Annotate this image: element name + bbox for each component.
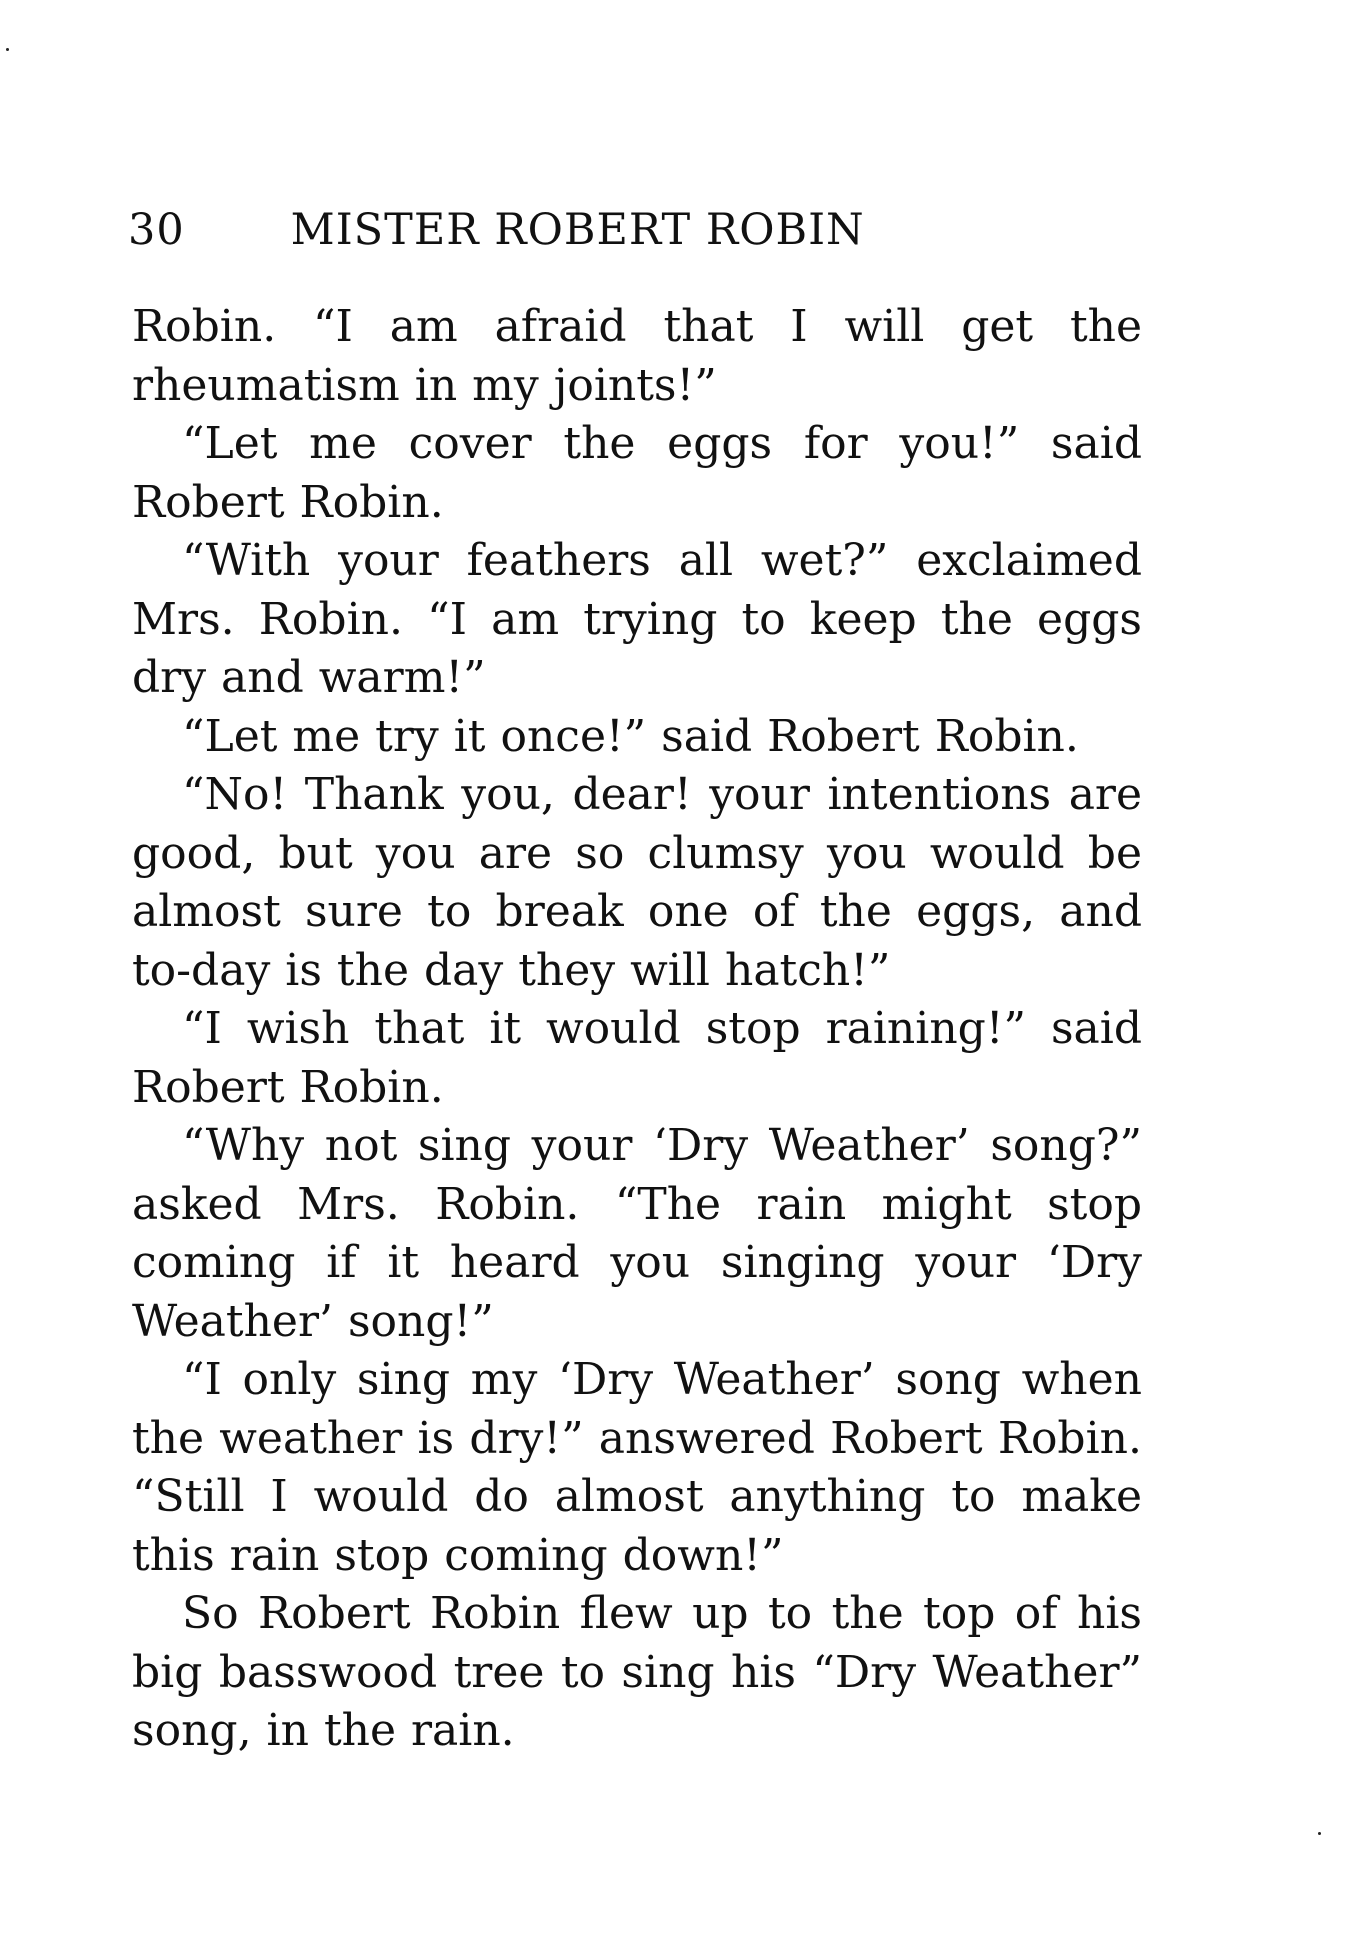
running-title: MISTER ROBERT ROBIN (290, 205, 865, 255)
body-text (132, 298, 1142, 1761)
paragraph-7: “Why not sing your ‘Dry Weather’ song?” asked Mrs. Robin. “The rain might stop coming if it heard you singing your ‘Dry Weather’ song!” (132, 1120, 1142, 1347)
page-number: 30 (128, 205, 185, 255)
paragraph-9: So Robert Robin flew up to the top of his big basswood tree to sing his “Dry Weather” song, in the rain. (132, 1588, 1142, 1756)
scan-speck (1318, 1832, 1321, 1835)
paragraph-2: “Let me cover the eggs for you!” said Robert Robin. (132, 418, 1142, 528)
paragraph-6: “I wish that it would stop raining!” said Robert Robin. (132, 1003, 1142, 1113)
paragraph-5: “No! Thank you, dear! your intentions are good, but you are so clumsy you would be almost sure to break one of the eggs, and to-day is the day they will hatch!” (132, 769, 1142, 996)
paragraph-8: “I only sing my ‘Dry Weather’ song when the weather is dry!” answered Robert Robin. “Still I would do almost anything to make this rain stop coming down!” (132, 1354, 1142, 1581)
paragraph-1: Robin. “I am afraid that I will get the rheumatism in my joints!” (132, 301, 1142, 411)
paragraph-3: “With your feathers all wet?” exclaimed Mrs. Robin. “I am trying to keep the eggs dry and warm!” (132, 535, 1142, 703)
running-head (128, 200, 1148, 260)
scan-speck (6, 48, 9, 51)
paragraph-4: “Let me try it once!” said Robert Robin. (182, 710, 1079, 762)
